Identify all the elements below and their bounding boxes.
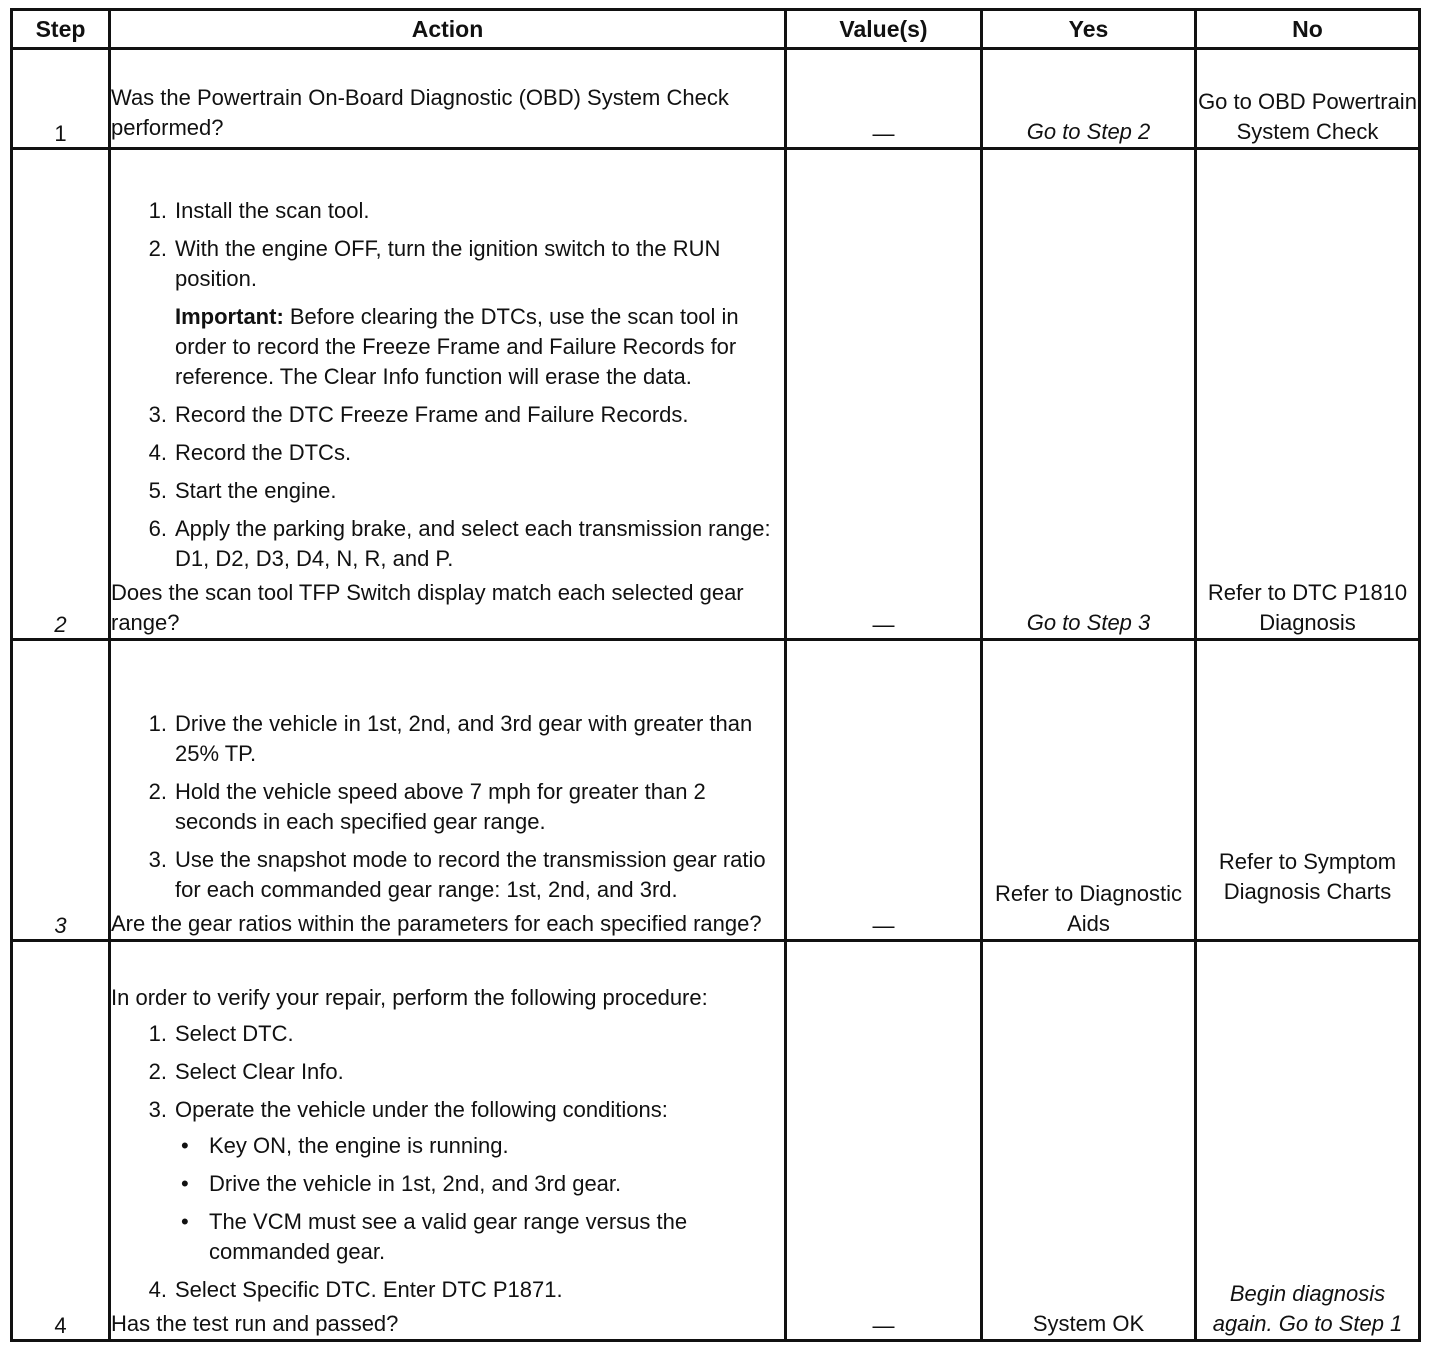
header-yes: Yes xyxy=(982,10,1196,49)
list-item: 3. Use the snapshot mode to record the transmission gear ratio for each commanded gear range: 1st, 2nd, and 3rd. xyxy=(148,847,766,902)
list-item: 3. Operate the vehicle under the following conditions: • Key ON, the engine is running. • Drive the vehicle in 1st, 2nd, and 3rd gear. • The VCM must see a valid gear range versus the commanded gear. xyxy=(111,1095,784,1267)
condition-list xyxy=(175,1131,784,1267)
procedure-list xyxy=(111,400,784,574)
list-item: 1. Select DTC. xyxy=(148,1021,294,1046)
table-header-row xyxy=(12,10,1420,49)
important-note: Important: Before clearing the DTCs, use the scan tool in order to record the Freeze Frame and Failure Records for reference. The Clear Info function will erase the data. xyxy=(175,304,739,389)
bullet-icon: • xyxy=(181,1209,189,1234)
list-item: 5. Start the engine. xyxy=(148,478,337,503)
bullet-icon: • xyxy=(181,1133,189,1158)
header-step: Step xyxy=(12,10,110,49)
bullet-icon: • xyxy=(181,1171,189,1196)
action-cell xyxy=(110,640,786,941)
procedure-list xyxy=(111,709,784,905)
no-cell: Begin diagnosis again. Go to Step 1 xyxy=(1196,941,1420,1341)
action-cell xyxy=(110,941,786,1341)
step-number: 3 xyxy=(12,640,110,941)
step-number: 2 xyxy=(12,149,110,640)
procedure-list xyxy=(111,196,784,294)
header-action: Action xyxy=(110,10,786,49)
action-cell xyxy=(110,149,786,640)
list-item: 4. Record the DTCs. xyxy=(148,440,352,465)
table-row xyxy=(12,640,1420,941)
yes-cell: Go to Step 2 xyxy=(982,49,1196,149)
action-intro: In order to verify your repair, perform the following procedure: xyxy=(111,985,708,1010)
no-cell: Refer to DTC P1810 Diagnosis xyxy=(1196,149,1420,640)
procedure-list xyxy=(111,1019,784,1305)
no-cell: Refer to Symptom Diagnosis Charts xyxy=(1196,640,1420,941)
value-cell: — xyxy=(786,149,982,640)
action-question: Was the Powertrain On-Board Diagnostic (OBD) System Check performed? xyxy=(111,85,729,140)
list-item: 3. Record the DTC Freeze Frame and Failure Records. xyxy=(148,402,689,427)
list-item: 2. Select Clear Info. xyxy=(148,1059,344,1084)
diagnostic-table xyxy=(10,8,1421,1342)
list-item: • The VCM must see a valid gear range versus the commanded gear. xyxy=(181,1209,688,1264)
value-cell: — xyxy=(786,49,982,149)
action-question: Does the scan tool TFP Switch display match each selected gear range? xyxy=(111,580,744,635)
table-row xyxy=(12,149,1420,640)
list-item: 2. With the engine OFF, turn the ignition switch to the RUN position. xyxy=(148,236,721,291)
list-item: 4. Select Specific DTC. Enter DTC P1871. xyxy=(148,1277,563,1302)
action-question: Are the gear ratios within the parameters for each specified range? xyxy=(111,911,762,936)
list-item: • Key ON, the engine is running. xyxy=(175,1131,784,1161)
list-item: 6. Apply the parking brake, and select each transmission range: D1, D2, D3, D4, N, R, and P. xyxy=(148,516,771,571)
header-values: Value(s) xyxy=(786,10,982,49)
no-cell: Go to OBD Powertrain System Check xyxy=(1196,49,1420,149)
action-question: Has the test run and passed? xyxy=(111,1311,399,1336)
action-cell xyxy=(110,49,786,149)
list-item: 1. Drive the vehicle in 1st, 2nd, and 3rd gear with greater than 25% TP. xyxy=(148,711,753,766)
value-cell: — xyxy=(786,640,982,941)
list-item: • Drive the vehicle in 1st, 2nd, and 3rd gear. xyxy=(175,1169,784,1199)
list-item: 2. Hold the vehicle speed above 7 mph for greater than 2 seconds in each specified gear range. xyxy=(148,779,706,834)
list-item: 1. Install the scan tool. xyxy=(148,198,370,223)
header-no: No xyxy=(1196,10,1420,49)
step-number: 4 xyxy=(12,941,110,1341)
yes-cell: Refer to Diagnostic Aids xyxy=(982,640,1196,941)
yes-cell: System OK xyxy=(982,941,1196,1341)
table-row xyxy=(12,941,1420,1341)
yes-cell: Go to Step 3 xyxy=(982,149,1196,640)
value-cell: — xyxy=(786,941,982,1341)
table-row xyxy=(12,49,1420,149)
step-number: 1 xyxy=(12,49,110,149)
